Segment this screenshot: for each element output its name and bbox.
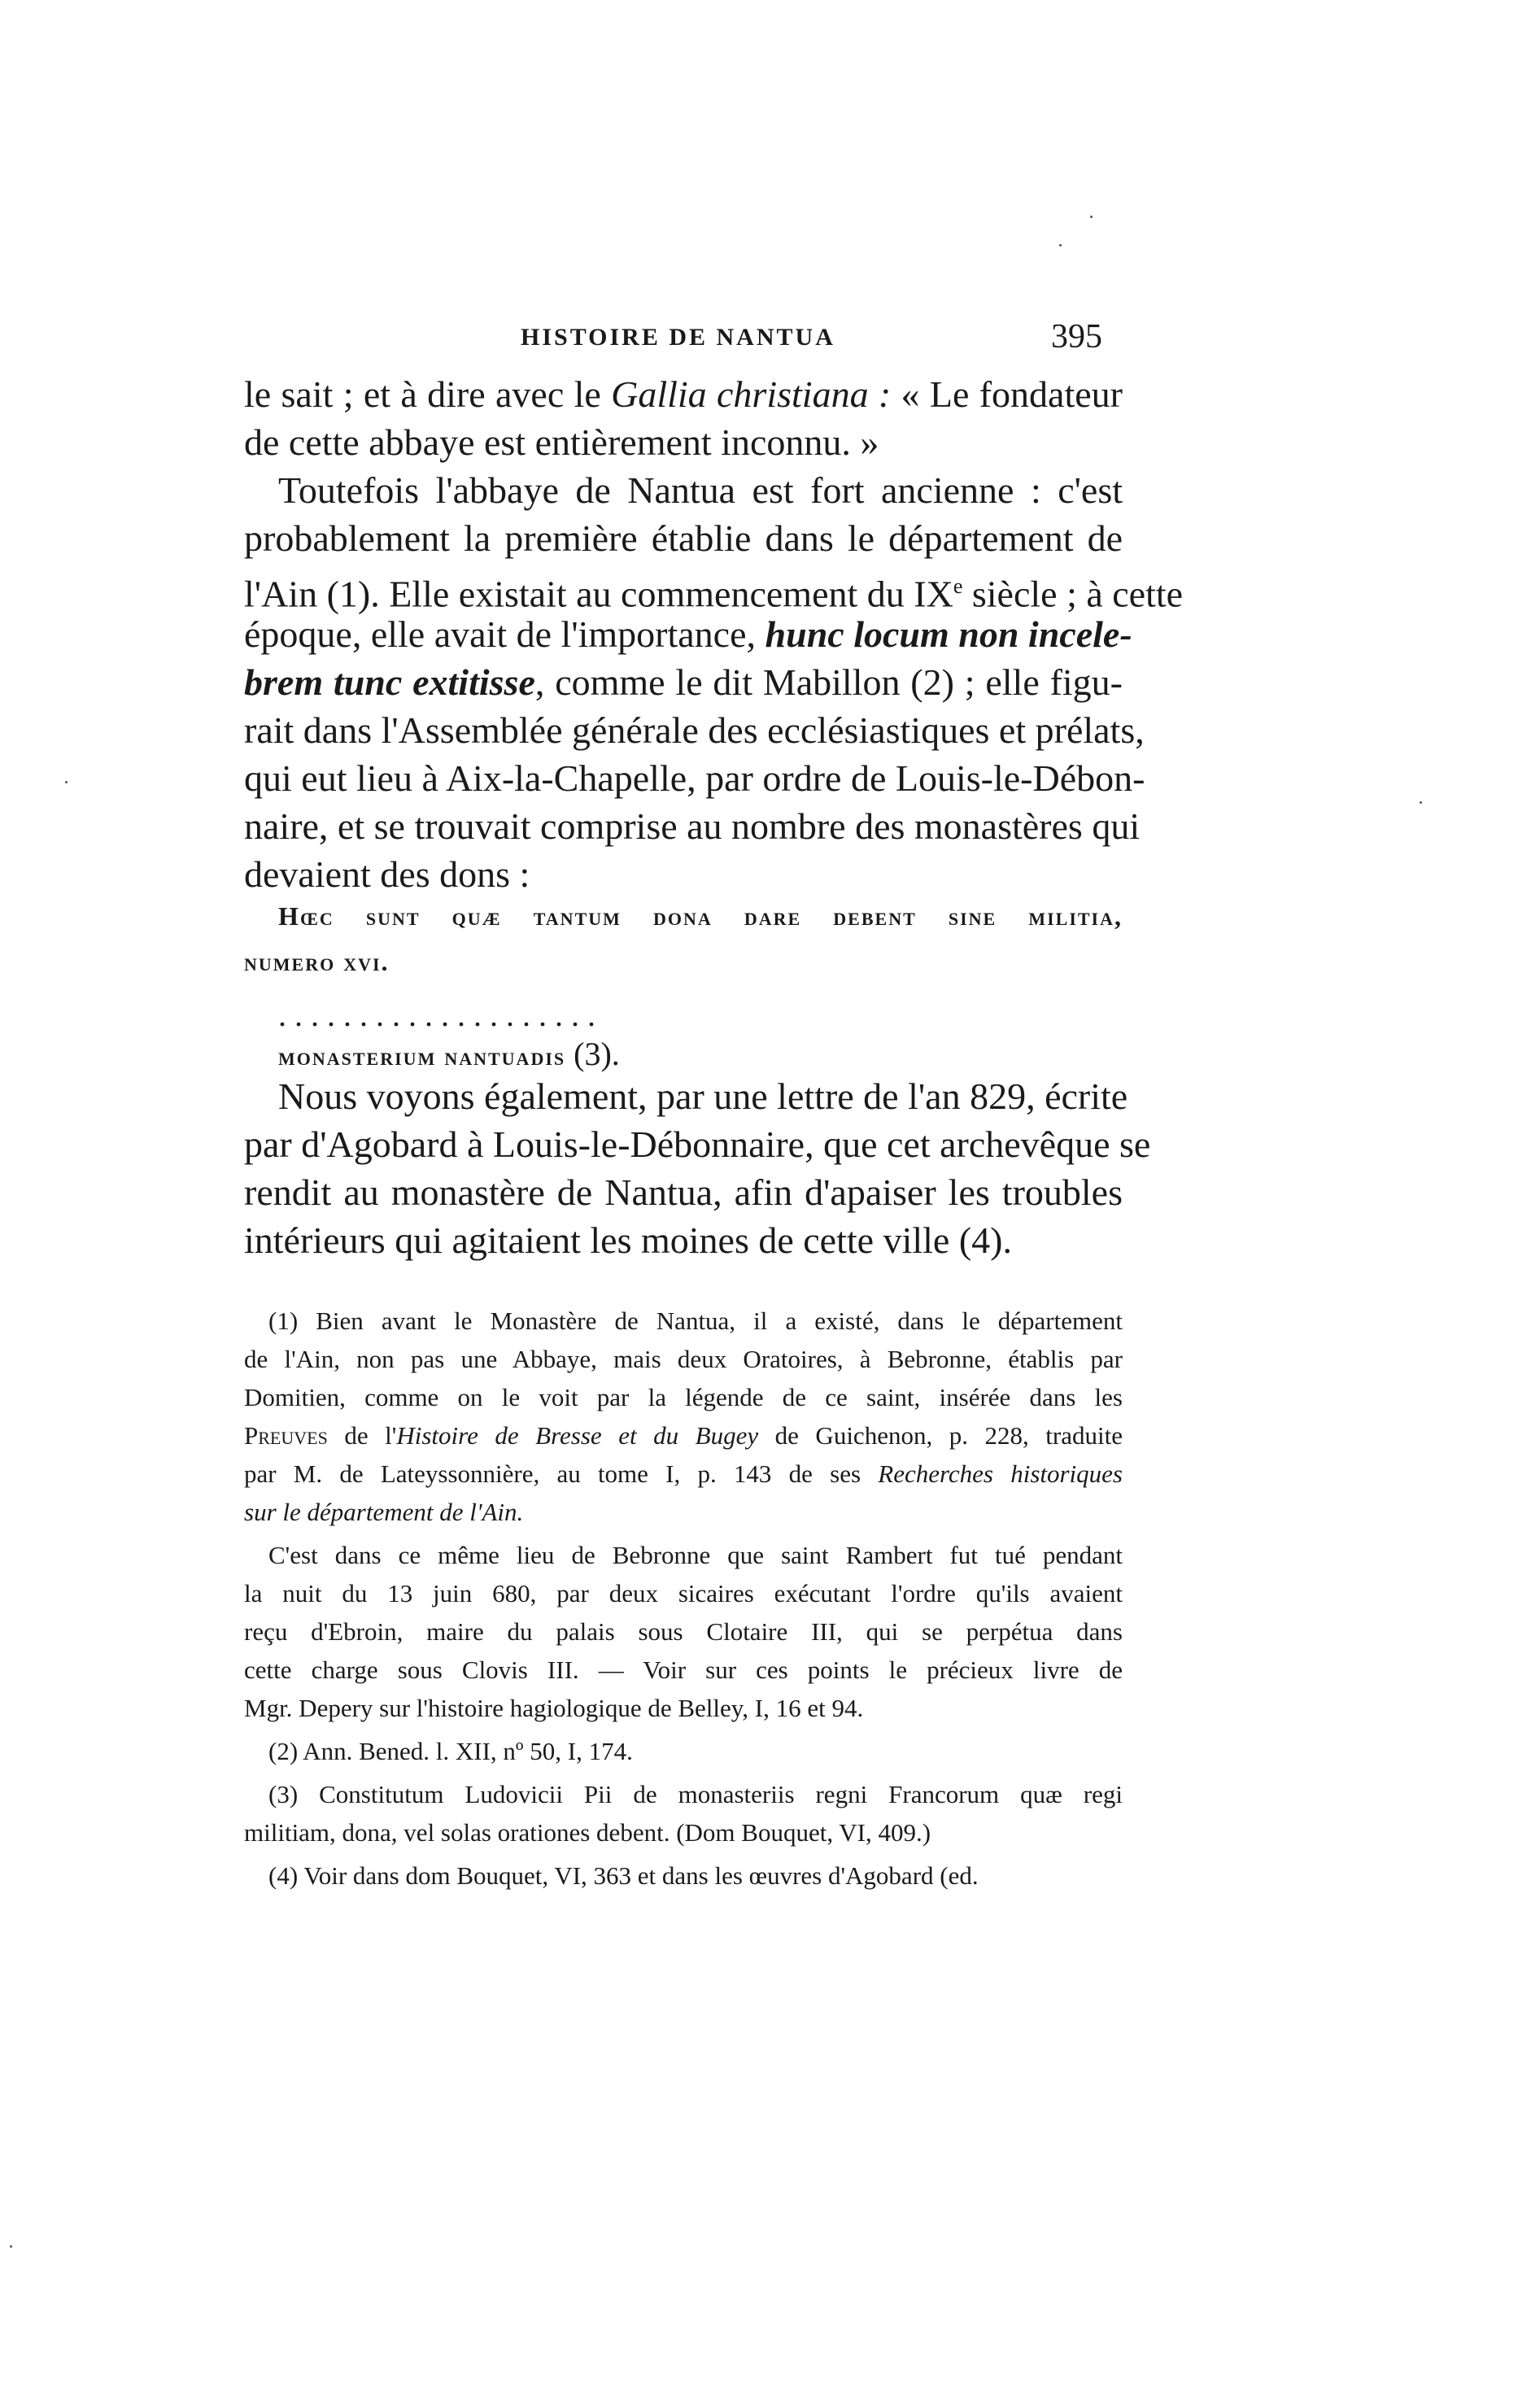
footnote-2 — [244, 1732, 1123, 1770]
text-line: Nous voyons également, par une lettre de l'an 829, écrite — [278, 1075, 1128, 1117]
footnote-line: (3) Constitutum Ludovicii Pii de monasteriis regni Francorum quæ regi — [268, 1780, 1123, 1808]
text-line: rendit au monastère de Nantua, afin d'apaiser les troubles — [244, 1171, 1123, 1213]
text-line: par d'Agobard à Louis-le-Débonnaire, que cet archevêque se — [244, 1123, 1151, 1165]
footnote-line: par M. de Lateyssonnière, au tome I, p. 143 de ses Recherches historiques — [244, 1459, 1123, 1488]
text-line: Toutefois l'abbaye de Nantua est fort ancienne : c'est — [278, 469, 1123, 511]
footnote-4 — [244, 1856, 1123, 1895]
paragraph-3 — [244, 1072, 1151, 1264]
footnote-line: (2) Ann. Bened. l. XII, nº 50, I, 174. — [268, 1737, 633, 1765]
footnote-1 — [244, 1302, 1123, 1531]
text-line: intérieurs qui agitaient les moines de cette ville (4). — [244, 1219, 1012, 1261]
text-line: l'Ain (1). Elle existait au commencement du IXe siècle ; à cette — [244, 573, 1184, 615]
footnote-3 — [244, 1775, 1123, 1852]
paragraph-2 — [244, 466, 1184, 898]
quote-line: numero xvi. — [244, 947, 390, 976]
footnote-line: militiam, dona, vel solas orationes debent. (Dom Bouquet, VI, 409.) — [244, 1818, 931, 1847]
text-line: probablement la première établie dans le département de — [244, 517, 1123, 559]
footnote-line: (4) Voir dans dom Bouquet, VI, 363 et dans les œuvres d'Agobard (ed. — [268, 1861, 979, 1890]
paragraph-1 — [244, 370, 1123, 466]
footnote-line: cette charge sous Clovis III. — Voir sur ces points le précieux livre de — [244, 1656, 1123, 1684]
monastery-entry — [244, 1032, 1123, 1077]
scan-speck — [10, 2245, 12, 2248]
running-title: HISTOIRE DE NANTUA — [521, 324, 835, 351]
footnote-line: reçu d'Ebroin, maire du palais sous Clotaire III, qui se perpétua dans — [244, 1617, 1123, 1646]
footnote-line: Domitien, comme on le voit par la légende de ce saint, insérée dans les — [244, 1383, 1123, 1411]
text-line: rait dans l'Assemblée générale des ecclésiastiques et prélats, — [244, 709, 1145, 751]
scan-speck — [1059, 244, 1062, 246]
text-line: naire, et se trouvait comprise au nombre des monastères qui — [244, 805, 1141, 847]
footnote-1-continuation — [244, 1536, 1123, 1727]
footnote-line: (1) Bien avant le Monastère de Nantua, il a existé, dans le département — [268, 1307, 1123, 1335]
page-number: 395 — [1051, 318, 1102, 356]
text-line: le sait ; et à dire avec le Gallia christiana : « Le fondateur — [244, 373, 1123, 415]
footnotes — [244, 1302, 1123, 1895]
scan-speck — [1420, 801, 1422, 804]
text-line: de cette abbaye est entièrement inconnu. » — [244, 421, 879, 463]
text-line: qui eut lieu à Aix-la-Chapelle, par ordre de Louis-le-Débon- — [244, 757, 1145, 799]
text-line: époque, elle avait de l'importance, hunc locum non incele- — [244, 613, 1132, 655]
ellipsis-dots: . . . . . . . . . . . . . . . . . . . . — [278, 997, 595, 1033]
footnote-line: Preuves de l'Histoire de Bresse et du Bugey de Guichenon, p. 228, traduite — [244, 1421, 1123, 1450]
scan-speck — [65, 781, 68, 783]
scan-speck — [1090, 216, 1093, 218]
footnote-line: Mgr. Depery sur l'histoire hagiologique de Belley, I, 16 et 94. — [244, 1694, 864, 1722]
footnote-line: de l'Ain, non pas une Abbaye, mais deux Oratoires, à Bebronne, établis par — [244, 1345, 1123, 1373]
quote-line: Hœc sunt quæ tantum dona dare debent sine militia, — [278, 901, 1123, 931]
footnote-line: C'est dans ce même lieu de Bebronne que saint Rambert fut tué pendant — [268, 1541, 1123, 1569]
quote-line: monasterium nantuadis (3). — [278, 1036, 620, 1072]
footnote-line: sur le département de l'Ain. — [244, 1498, 524, 1526]
text-line: brem tunc extitisse, comme le dit Mabillon (2) ; elle figu- — [244, 661, 1123, 703]
footnote-line: la nuit du 13 juin 680, par deux sicaires exécutant l'ordre qu'ils avaient — [244, 1579, 1123, 1608]
latin-quotation — [244, 893, 1123, 984]
text-line: devaient des dons : — [244, 853, 530, 895]
